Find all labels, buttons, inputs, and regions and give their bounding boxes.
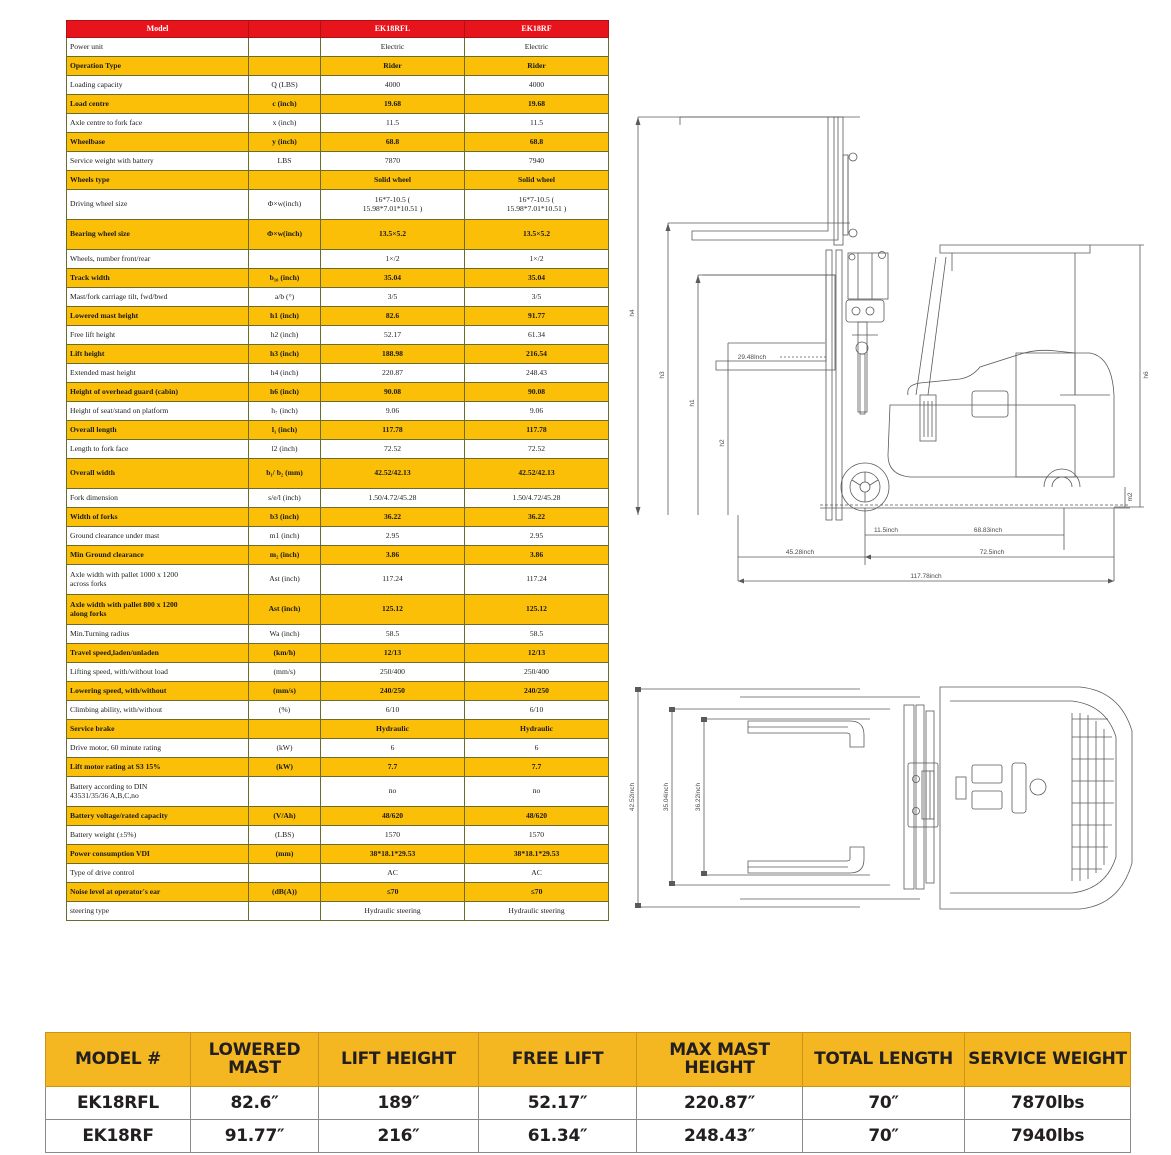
spec-table-row bbox=[67, 777, 609, 807]
spec-row-value-v2: 3.86 bbox=[465, 546, 609, 565]
spec-table-row bbox=[67, 421, 609, 440]
spec-row-value-v1: 3/5 bbox=[321, 288, 465, 307]
dim-h2-label: h2 bbox=[719, 439, 726, 447]
spec-row-unit bbox=[249, 902, 321, 921]
spec-table-row bbox=[67, 114, 609, 133]
spec-table-row bbox=[67, 190, 609, 220]
spec-row-unit: Φ×w(inch) bbox=[249, 220, 321, 250]
spec-table-row bbox=[67, 364, 609, 383]
spec-row-unit: (%) bbox=[249, 701, 321, 720]
summary-cell-lowered-mast: 82.6″ bbox=[191, 1087, 319, 1120]
spec-table-row bbox=[67, 864, 609, 883]
spec-row-value-v2: 216.54 bbox=[465, 345, 609, 364]
spec-table-row bbox=[67, 845, 609, 864]
spec-row-unit: LBS bbox=[249, 152, 321, 171]
dim-h1-label: h1 bbox=[689, 399, 696, 407]
spec-row-value-v1: 4000 bbox=[321, 76, 465, 95]
dim-h4-label: h4 bbox=[629, 309, 636, 317]
spec-row-value-v2: 72.52 bbox=[465, 440, 609, 459]
spec-row-label: Fork dimension bbox=[67, 489, 249, 508]
spec-row-unit bbox=[249, 864, 321, 883]
spec-row-unit: Φ×w(inch) bbox=[249, 190, 321, 220]
spec-row-unit: h3 (inch) bbox=[249, 345, 321, 364]
spec-row-unit bbox=[249, 57, 321, 76]
spec-row-value-v2: 117.24 bbox=[465, 565, 609, 595]
spec-row-value-v1: Hydraulic steering bbox=[321, 902, 465, 921]
dim-h3-label: h3 bbox=[659, 371, 666, 379]
spec-row-value-v2: 12/13 bbox=[465, 644, 609, 663]
spec-row-value-v2: 58.5 bbox=[465, 625, 609, 644]
spec-row-label: Power consumption VDI bbox=[67, 845, 249, 864]
spec-row-unit bbox=[249, 720, 321, 739]
forklift-plan-view-drawing bbox=[620, 667, 1165, 937]
spec-row-value-v2: 9.06 bbox=[465, 402, 609, 421]
spec-row-label: Wheels type bbox=[67, 171, 249, 190]
dim-h6-label: h6 bbox=[1143, 371, 1150, 379]
summary-header-total-length: TOTAL LENGTH bbox=[803, 1033, 965, 1087]
spec-row-value-v2: 42.52/42.13 bbox=[465, 459, 609, 489]
spec-row-unit: b3 (inch) bbox=[249, 508, 321, 527]
spec-row-unit: m1 (inch) bbox=[249, 527, 321, 546]
specification-table-container bbox=[66, 20, 608, 921]
summary-cell-max-mast-height: 248.43″ bbox=[637, 1120, 803, 1153]
spec-row-value-v1: 90.08 bbox=[321, 383, 465, 402]
spec-table-row bbox=[67, 701, 609, 720]
spec-header-ek18rf: EK18RF bbox=[465, 21, 609, 38]
spec-table-row bbox=[67, 38, 609, 57]
spec-row-value-v2: 1×/2 bbox=[465, 250, 609, 269]
spec-row-label: steering type bbox=[67, 902, 249, 921]
spec-row-label: Load centre bbox=[67, 95, 249, 114]
spec-table-row bbox=[67, 546, 609, 565]
summary-header-lift-height: LIFT HEIGHT bbox=[319, 1033, 479, 1087]
spec-row-value-v1: 1570 bbox=[321, 826, 465, 845]
summary-cell-total-length: 70″ bbox=[803, 1120, 965, 1153]
spec-row-unit: h4 (inch) bbox=[249, 364, 321, 383]
spec-table-row bbox=[67, 565, 609, 595]
spec-row-value-v2: 91.77 bbox=[465, 307, 609, 326]
spec-table-row bbox=[67, 307, 609, 326]
spec-table-row bbox=[67, 663, 609, 682]
spec-table-row bbox=[67, 508, 609, 527]
spec-row-value-v1: 52.17 bbox=[321, 326, 465, 345]
spec-row-label: Free lift height bbox=[67, 326, 249, 345]
axle-to-fork-dim-label: 11.5inch bbox=[873, 527, 899, 534]
spec-row-value-v2: 6/10 bbox=[465, 701, 609, 720]
spec-row-label: Lift height bbox=[67, 345, 249, 364]
summary-cell-total-length: 70″ bbox=[803, 1087, 965, 1120]
spec-row-unit: b₁₀ (inch) bbox=[249, 269, 321, 288]
spec-row-unit: b₁/ b₂ (mm) bbox=[249, 459, 321, 489]
spec-row-value-v1: 42.52/42.13 bbox=[321, 459, 465, 489]
spec-row-unit: (V/Ah) bbox=[249, 807, 321, 826]
summary-cell-max-mast-height: 220.87″ bbox=[637, 1087, 803, 1120]
spec-table-row bbox=[67, 220, 609, 250]
spec-row-unit: a/b (°) bbox=[249, 288, 321, 307]
spec-row-value-v1: 35.04 bbox=[321, 269, 465, 288]
spec-row-label: Width of forks bbox=[67, 508, 249, 527]
spec-row-label: Min.Turning radius bbox=[67, 625, 249, 644]
spec-table-row bbox=[67, 133, 609, 152]
spec-row-label: Extended mast height bbox=[67, 364, 249, 383]
spec-row-value-v2: 3/5 bbox=[465, 288, 609, 307]
spec-row-value-v2: 35.04 bbox=[465, 269, 609, 288]
spec-row-value-v1: 3.86 bbox=[321, 546, 465, 565]
spec-row-value-v1: 7870 bbox=[321, 152, 465, 171]
summary-header-lowered-mast: LOWERED MAST bbox=[191, 1033, 319, 1087]
spec-row-label: Wheels, number front/rear bbox=[67, 250, 249, 269]
spec-row-unit: (km/h) bbox=[249, 644, 321, 663]
spec-row-unit: (kW) bbox=[249, 758, 321, 777]
spec-row-value-v2: 38*18.1*29.53 bbox=[465, 845, 609, 864]
spec-row-label: Length to fork face bbox=[67, 440, 249, 459]
spec-row-value-v2: 248.43 bbox=[465, 364, 609, 383]
summary-cell-lift-height: 216″ bbox=[319, 1120, 479, 1153]
spec-row-value-v2: 2.95 bbox=[465, 527, 609, 546]
summary-header-max-mast-height: MAX MAST HEIGHT bbox=[637, 1033, 803, 1087]
summary-cell-service-weight: 7940lbs bbox=[965, 1120, 1131, 1153]
spec-table-row bbox=[67, 720, 609, 739]
spec-table-row bbox=[67, 76, 609, 95]
spec-row-value-v2: 7940 bbox=[465, 152, 609, 171]
spec-row-value-v2: 68.8 bbox=[465, 133, 609, 152]
spec-row-value-v1: 68.8 bbox=[321, 133, 465, 152]
spec-row-unit bbox=[249, 777, 321, 807]
summary-table-row bbox=[46, 1120, 1131, 1153]
spec-row-label: Climbing ability, with/without bbox=[67, 701, 249, 720]
spec-row-value-v1: no bbox=[321, 777, 465, 807]
spec-row-value-v2: 90.08 bbox=[465, 383, 609, 402]
spec-table-row bbox=[67, 57, 609, 76]
spec-row-value-v2: 61.34 bbox=[465, 326, 609, 345]
spec-row-label: Loading capacity bbox=[67, 76, 249, 95]
spec-table-row bbox=[67, 682, 609, 701]
spec-row-label: Type of drive control bbox=[67, 864, 249, 883]
spec-row-value-v1: 13.5×5.2 bbox=[321, 220, 465, 250]
spec-row-value-v1: 117.78 bbox=[321, 421, 465, 440]
summary-cell-model: EK18RF bbox=[46, 1120, 191, 1153]
overall-length-dim-label: 117.78inch bbox=[910, 573, 942, 580]
spec-row-value-v2: 6 bbox=[465, 739, 609, 758]
spec-row-value-v2: 240/250 bbox=[465, 682, 609, 701]
spec-row-value-v2: Solid wheel bbox=[465, 171, 609, 190]
spec-row-value-v1: 58.5 bbox=[321, 625, 465, 644]
spec-row-label: Travel speed,laden/unladen bbox=[67, 644, 249, 663]
spec-row-unit: s/e/l (inch) bbox=[249, 489, 321, 508]
spec-table-row bbox=[67, 902, 609, 921]
spec-row-value-v1: 7.7 bbox=[321, 758, 465, 777]
summary-header-free-lift: FREE LIFT bbox=[479, 1033, 637, 1087]
spec-row-value-v2: 7.7 bbox=[465, 758, 609, 777]
spec-table-row bbox=[67, 489, 609, 508]
spec-row-unit: (kW) bbox=[249, 739, 321, 758]
spec-header-ek18rfl: EK18RFL bbox=[321, 21, 465, 38]
spec-table-row bbox=[67, 739, 609, 758]
spec-row-label: Mast/fork carriage tilt, fwd/bwd bbox=[67, 288, 249, 307]
spec-row-value-v1: Solid wheel bbox=[321, 171, 465, 190]
summary-table-header bbox=[46, 1033, 1131, 1087]
spec-row-label: Min Ground clearance bbox=[67, 546, 249, 565]
spec-row-value-v2: AC bbox=[465, 864, 609, 883]
spec-table-row bbox=[67, 95, 609, 114]
spec-row-label: Battery weight (±5%) bbox=[67, 826, 249, 845]
summary-cell-lift-height: 189″ bbox=[319, 1087, 479, 1120]
spec-row-label: Drive motor, 60 minute rating bbox=[67, 739, 249, 758]
spec-table-body bbox=[67, 38, 609, 921]
spec-row-label: Ground clearance under mast bbox=[67, 527, 249, 546]
summary-table-body bbox=[46, 1087, 1131, 1153]
forklift-side-view-drawing bbox=[620, 95, 1165, 595]
spec-row-value-v1: 38*18.1*29.53 bbox=[321, 845, 465, 864]
spec-row-value-v1: 11.5 bbox=[321, 114, 465, 133]
spec-row-value-v2: 4000 bbox=[465, 76, 609, 95]
track-width-dim-label: 35.04inch bbox=[663, 782, 670, 812]
spec-row-label: Overall width bbox=[67, 459, 249, 489]
spec-row-unit: (mm) bbox=[249, 845, 321, 864]
spec-row-value-v1: Rider bbox=[321, 57, 465, 76]
spec-row-unit: Q (LBS) bbox=[249, 76, 321, 95]
spec-row-value-v1: 250/400 bbox=[321, 663, 465, 682]
spec-row-value-v1: 48/620 bbox=[321, 807, 465, 826]
spec-row-label: Power unit bbox=[67, 38, 249, 57]
spec-row-unit: c (inch) bbox=[249, 95, 321, 114]
spec-table-row bbox=[67, 459, 609, 489]
spec-row-value-v2: Electric bbox=[465, 38, 609, 57]
spec-row-value-v1: Hydraulic bbox=[321, 720, 465, 739]
spec-row-label: Axle width with pallet 1000 x 1200 across forks bbox=[67, 565, 249, 595]
spec-row-unit: Ast (inch) bbox=[249, 565, 321, 595]
spec-row-label: Axle centre to fork face bbox=[67, 114, 249, 133]
spec-row-unit: h2 (inch) bbox=[249, 326, 321, 345]
spec-row-unit: (mm/s) bbox=[249, 663, 321, 682]
spec-table-row bbox=[67, 595, 609, 625]
spec-row-unit: h1 (inch) bbox=[249, 307, 321, 326]
spec-row-unit: Wa (inch) bbox=[249, 625, 321, 644]
spec-row-value-v2: Hydraulic steering bbox=[465, 902, 609, 921]
spec-row-value-v1: 19.68 bbox=[321, 95, 465, 114]
spec-row-label: Service weight with battery bbox=[67, 152, 249, 171]
spec-row-label: Height of seat/stand on platform bbox=[67, 402, 249, 421]
spec-row-value-v2: Rider bbox=[465, 57, 609, 76]
spec-row-value-v1: 188.98 bbox=[321, 345, 465, 364]
length-to-fork-dim-label: 45.28inch bbox=[785, 549, 815, 556]
spec-row-value-v1: 1.50/4.72/45.28 bbox=[321, 489, 465, 508]
spec-row-label: Lift motor rating at S3 15% bbox=[67, 758, 249, 777]
spec-row-value-v2: 13.5×5.2 bbox=[465, 220, 609, 250]
spec-table-row bbox=[67, 326, 609, 345]
spec-row-value-v1: 6 bbox=[321, 739, 465, 758]
specification-table bbox=[66, 20, 609, 921]
spec-row-label: Lowered mast height bbox=[67, 307, 249, 326]
spec-row-value-v2: 1.50/4.72/45.28 bbox=[465, 489, 609, 508]
summary-header-row bbox=[46, 1033, 1131, 1087]
spec-row-value-v1: 2.95 bbox=[321, 527, 465, 546]
spec-row-unit: Ast (inch) bbox=[249, 595, 321, 625]
spec-row-label: Battery voltage/rated capacity bbox=[67, 807, 249, 826]
spec-row-unit: y (inch) bbox=[249, 133, 321, 152]
spec-row-unit: (dB(A)) bbox=[249, 883, 321, 902]
spec-row-value-v2: 250/400 bbox=[465, 663, 609, 682]
spec-row-value-v2: no bbox=[465, 777, 609, 807]
spec-table-row bbox=[67, 383, 609, 402]
spec-row-unit: h₇ (inch) bbox=[249, 402, 321, 421]
summary-cell-service-weight: 7870lbs bbox=[965, 1087, 1131, 1120]
spec-row-label: Operation Type bbox=[67, 57, 249, 76]
spec-row-label: Overall length bbox=[67, 421, 249, 440]
summary-table-row bbox=[46, 1087, 1131, 1120]
spec-row-value-v2: 125.12 bbox=[465, 595, 609, 625]
spec-row-value-v1: 220.87 bbox=[321, 364, 465, 383]
spec-row-value-v1: ≤70 bbox=[321, 883, 465, 902]
spec-row-label: Axle width with pallet 800 x 1200 along forks bbox=[67, 595, 249, 625]
spec-row-value-v2: 36.22 bbox=[465, 508, 609, 527]
spec-row-label: Height of overhead guard (cabin) bbox=[67, 383, 249, 402]
overall-width-dim-label: 42.52inch bbox=[629, 782, 636, 812]
spec-row-value-v1: Electric bbox=[321, 38, 465, 57]
spec-table-row bbox=[67, 345, 609, 364]
spec-row-value-v2: Hydraulic bbox=[465, 720, 609, 739]
spec-row-value-v1: 6/10 bbox=[321, 701, 465, 720]
fork-width-dim-label: 36.22inch bbox=[695, 782, 702, 812]
spec-row-unit bbox=[249, 38, 321, 57]
spec-header-row bbox=[67, 21, 609, 38]
model-summary-table bbox=[45, 1032, 1131, 1153]
spec-table-row bbox=[67, 644, 609, 663]
spec-row-value-v1: AC bbox=[321, 864, 465, 883]
spec-row-value-v1: 36.22 bbox=[321, 508, 465, 527]
spec-row-label: Track width bbox=[67, 269, 249, 288]
spec-row-unit bbox=[249, 171, 321, 190]
spec-row-value-v1: 9.06 bbox=[321, 402, 465, 421]
spec-table-row bbox=[67, 883, 609, 902]
spec-row-value-v2: 11.5 bbox=[465, 114, 609, 133]
spec-row-value-v1: 125.12 bbox=[321, 595, 465, 625]
spec-row-label: Service brake bbox=[67, 720, 249, 739]
spec-table-row bbox=[67, 807, 609, 826]
wheelbase-dim-label: 68.83inch bbox=[973, 527, 1003, 534]
spec-row-value-v1: 117.24 bbox=[321, 565, 465, 595]
spec-row-value-v2: 48/620 bbox=[465, 807, 609, 826]
spec-row-label: Wheelbase bbox=[67, 133, 249, 152]
summary-cell-free-lift: 61.34″ bbox=[479, 1120, 637, 1153]
spec-row-unit: l2 (inch) bbox=[249, 440, 321, 459]
spec-table-row bbox=[67, 527, 609, 546]
spec-row-unit: (mm/s) bbox=[249, 682, 321, 701]
summary-table-container bbox=[45, 1032, 1130, 1153]
spec-row-label: Bearing wheel size bbox=[67, 220, 249, 250]
spec-row-unit: m₂ (inch) bbox=[249, 546, 321, 565]
spec-table-row bbox=[67, 269, 609, 288]
length-l2-dim-label: 72.5inch bbox=[979, 549, 1005, 556]
spec-header-model: Model bbox=[67, 21, 249, 38]
spec-row-value-v1: 82.6 bbox=[321, 307, 465, 326]
spec-table-row bbox=[67, 171, 609, 190]
spec-table-row bbox=[67, 152, 609, 171]
spec-row-unit: h6 (inch) bbox=[249, 383, 321, 402]
spec-row-unit: (LBS) bbox=[249, 826, 321, 845]
free-lift-dim-label: 29.48Inch bbox=[737, 354, 767, 361]
spec-row-label: Lowering speed, with/without bbox=[67, 682, 249, 701]
spec-row-value-v1: 1×/2 bbox=[321, 250, 465, 269]
spec-row-value-v2: 19.68 bbox=[465, 95, 609, 114]
spec-row-value-v1: 16*7-10.5 ( 15.98*7.01*10.51 ) bbox=[321, 190, 465, 220]
spec-row-unit: x (inch) bbox=[249, 114, 321, 133]
spec-row-unit: l₁ (inch) bbox=[249, 421, 321, 440]
dim-m2-label: m2 bbox=[1127, 492, 1134, 502]
spec-table-row bbox=[67, 288, 609, 307]
summary-cell-lowered-mast: 91.77″ bbox=[191, 1120, 319, 1153]
spec-header-unit bbox=[249, 21, 321, 38]
spec-row-value-v1: 12/13 bbox=[321, 644, 465, 663]
spec-table-row bbox=[67, 625, 609, 644]
spec-row-label: Lifting speed, with/without load bbox=[67, 663, 249, 682]
spec-row-value-v2: 1570 bbox=[465, 826, 609, 845]
spec-row-value-v1: 72.52 bbox=[321, 440, 465, 459]
summary-cell-free-lift: 52.17″ bbox=[479, 1087, 637, 1120]
spec-table-row bbox=[67, 758, 609, 777]
spec-table-header bbox=[67, 21, 609, 38]
spec-row-value-v2: ≤70 bbox=[465, 883, 609, 902]
spec-row-value-v2: 117.78 bbox=[465, 421, 609, 440]
spec-table-row bbox=[67, 250, 609, 269]
spec-table-row bbox=[67, 402, 609, 421]
summary-header-service-weight: SERVICE WEIGHT bbox=[965, 1033, 1131, 1087]
spec-table-row bbox=[67, 826, 609, 845]
spec-row-value-v2: 16*7-10.5 ( 15.98*7.01*10.51 ) bbox=[465, 190, 609, 220]
spec-row-unit bbox=[249, 250, 321, 269]
spec-row-label: Battery according to DIN 43531/35/36 A,B,C,no bbox=[67, 777, 249, 807]
spec-row-value-v1: 240/250 bbox=[321, 682, 465, 701]
spec-row-label: Noise level at operator's ear bbox=[67, 883, 249, 902]
technical-drawings-panel bbox=[620, 95, 1165, 955]
spec-row-label: Driving wheel size bbox=[67, 190, 249, 220]
summary-header-model: MODEL # bbox=[46, 1033, 191, 1087]
spec-table-row bbox=[67, 440, 609, 459]
summary-cell-model: EK18RFL bbox=[46, 1087, 191, 1120]
